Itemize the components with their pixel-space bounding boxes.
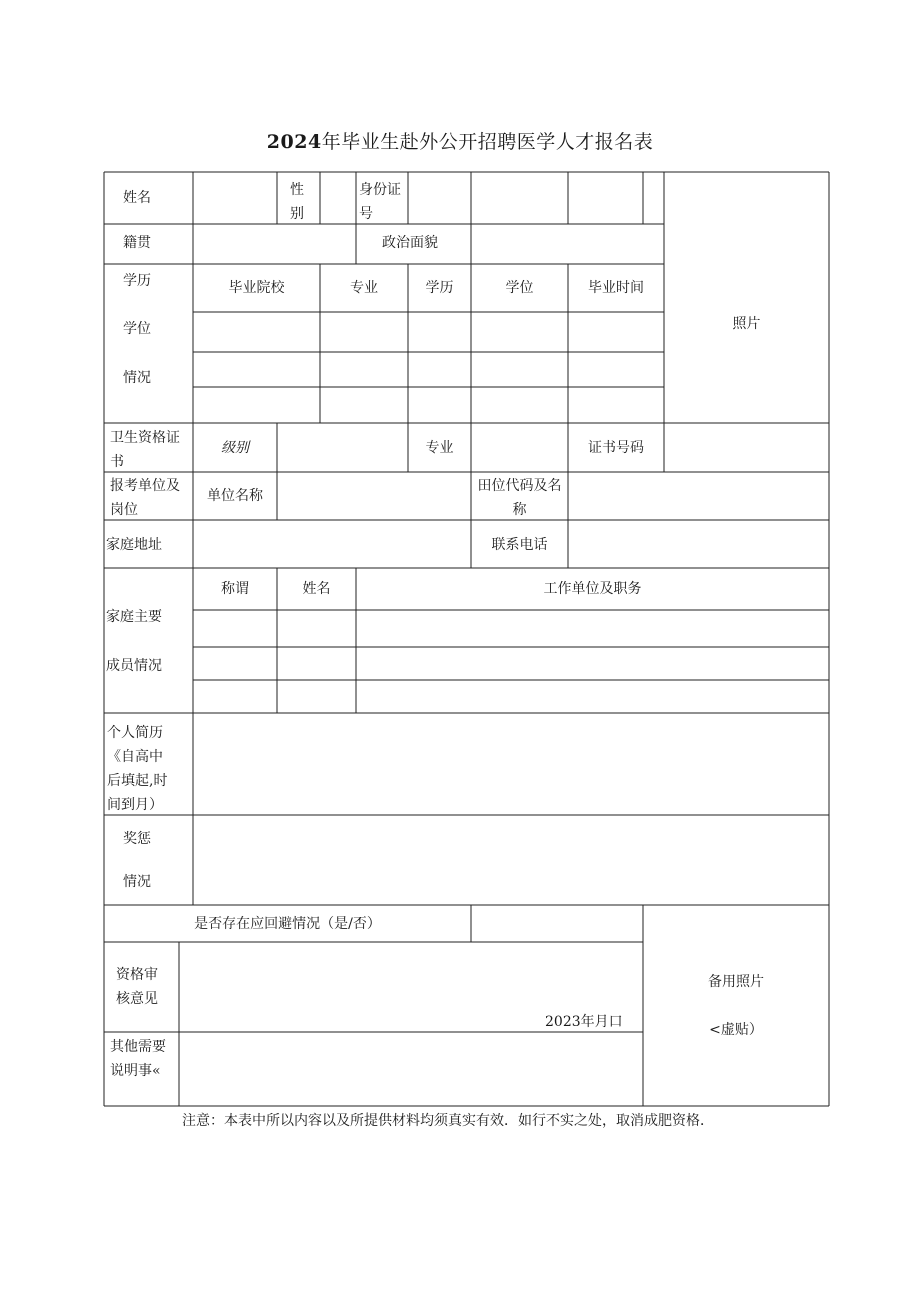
label-level: 级别 [221,440,249,456]
label-cert-major: 专业 [425,440,454,456]
label-education-3: 情况 [123,370,151,386]
label-family-1: 家庭主要 [106,609,162,625]
label-political-status: 政治面貌 [382,235,438,251]
form-title-year: 2024 [266,131,322,153]
label-reward-2: 情况 [123,874,151,890]
label-education-2: 学位 [123,321,151,337]
label-photo: 照片 [732,316,761,332]
label-phone: 联系电话 [491,537,548,553]
label-name: 姓名 [123,190,151,206]
label-unit-name: 单位名称 [207,488,263,504]
header-graduate-school: 毕业院校 [228,280,285,296]
label-home-address: 家庭地址 [106,537,162,553]
label-id-number: 身份证 号 [359,182,401,222]
header-major: 专业 [350,280,378,296]
review-date: 2023年月口 [545,1014,623,1030]
label-education-1: 学历 [123,273,151,289]
header-graduation-time: 毕业时间 [588,280,644,296]
header-work-unit: 工作单位及职务 [543,581,642,597]
footnote: 注意：本表中所以内容以及所提供材料均须真实有效．如行不实之处，取消成肥资格． [182,1113,714,1129]
label-native-place: 籍贯 [123,235,151,251]
label-backup-photo: 备用照片 [708,974,764,990]
label-gender: 性 别 [290,182,304,222]
header-education: 学历 [425,280,454,296]
label-backup-photo-note: <虚贴） [709,1022,763,1038]
header-family-name: 姓名 [302,581,331,597]
label-apply-unit: 报考单位及 岗位 [110,478,180,518]
header-degree: 学位 [505,280,534,296]
form-title-text: 年毕业生赴外公开招聘医学人才报名表 [321,131,654,153]
label-family-2: 成员情况 [106,658,162,674]
label-avoidance: 是否存在应回避情况（是/否） [194,916,381,932]
header-relation: 称谓 [221,581,249,597]
label-health-certificate: 卫生资格证 书 [110,430,180,470]
label-resume: 个人简历 《自高中 后填起,时 间到月） [107,725,168,813]
label-review: 资格审 核意见 [116,967,158,1007]
label-other: 其他需要 说明事« [110,1039,166,1079]
label-reward-1: 奖惩 [123,831,151,847]
label-cert-number: 证书号码 [588,440,644,456]
label-post-code: 田位代码及名 称 [477,478,562,518]
